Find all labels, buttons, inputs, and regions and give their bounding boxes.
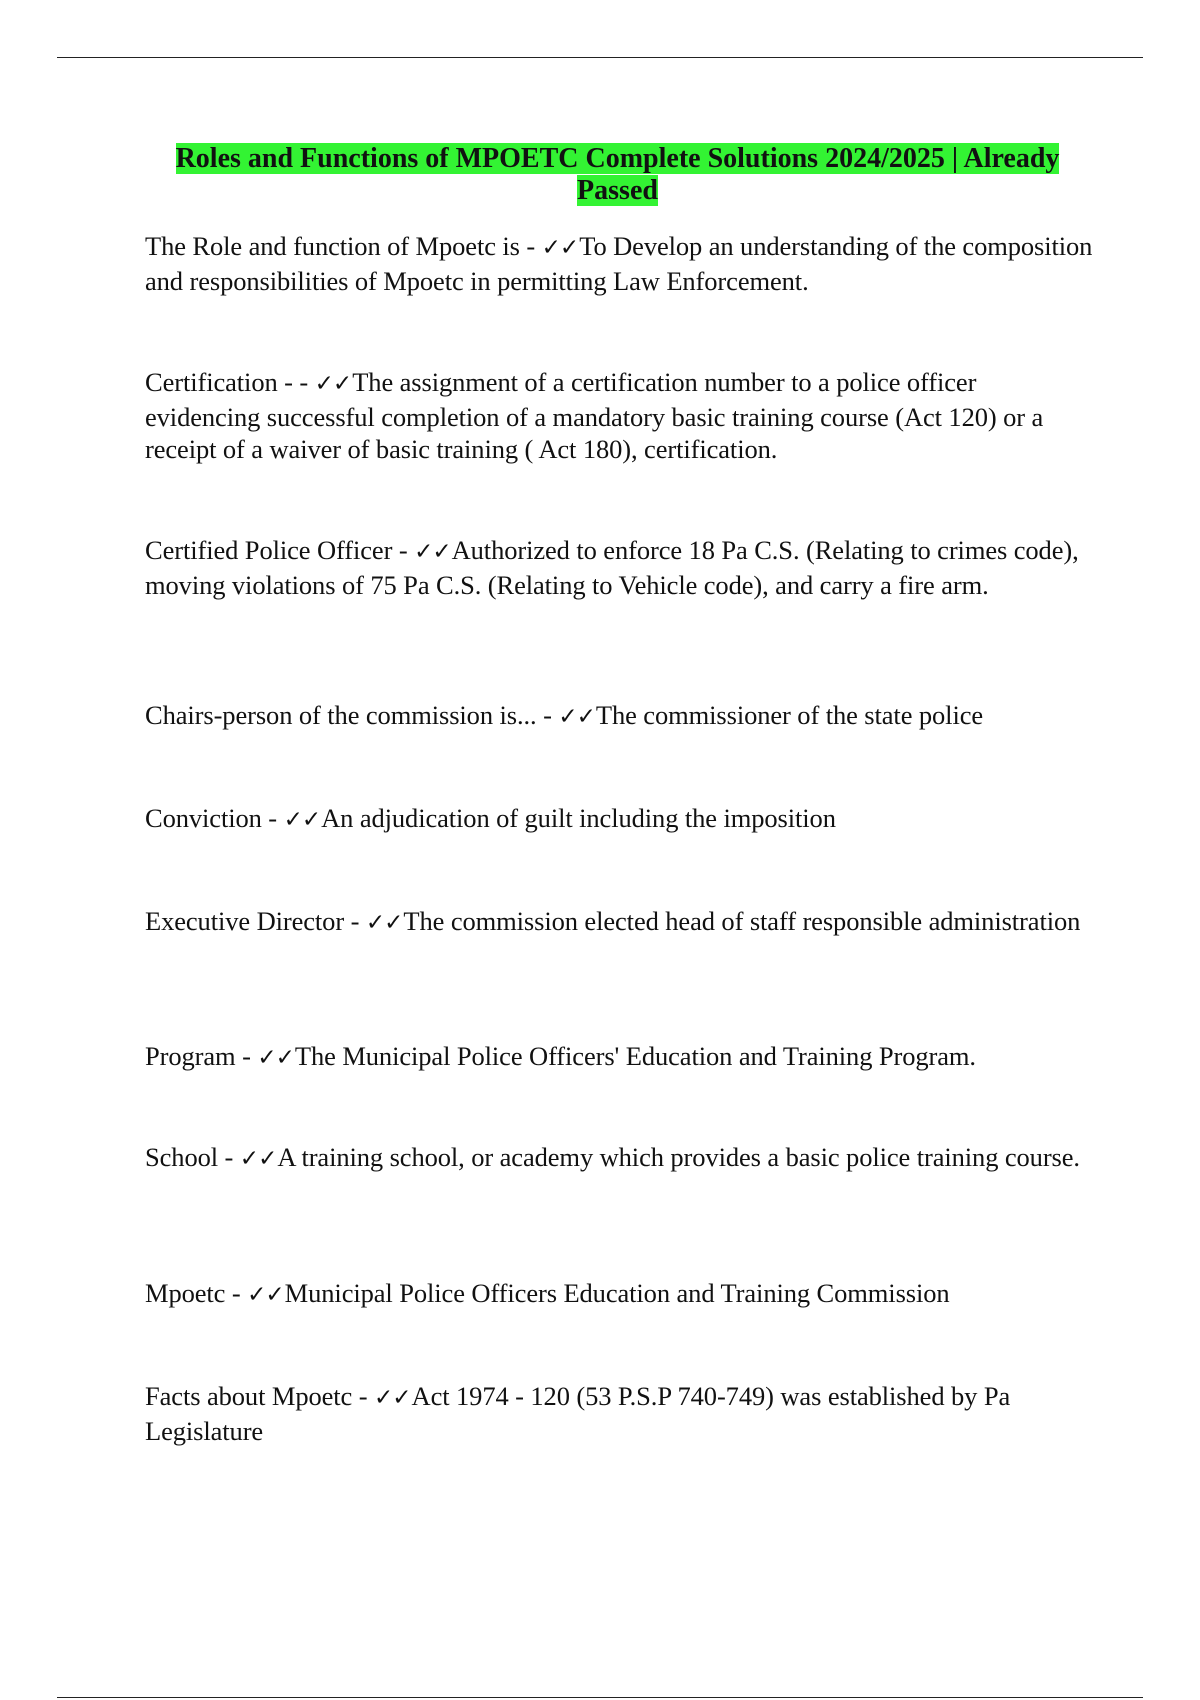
- top-rule: [57, 57, 1143, 58]
- double-check-icon: ✓✓: [558, 704, 595, 730]
- entry-term: Facts about Mpoetc -: [145, 1381, 374, 1411]
- double-check-icon: ✓✓: [283, 807, 321, 833]
- bottom-rule: [57, 1697, 1143, 1698]
- entry-definition: The commissioner of the state police: [595, 700, 984, 730]
- entry: [145, 1380, 1095, 1447]
- double-check-icon: ✓✓: [374, 1385, 411, 1411]
- entry-definition: The assignment of a certification number to a police officer evidencing successful completion of a mandatory basic training course (Act 120) or a receipt of a waiver of basic training ( Act 180), certification.: [145, 367, 1044, 464]
- entry-definition: An adjudication of guilt including the imposition: [321, 803, 836, 833]
- entry-term: Program -: [145, 1041, 258, 1071]
- entry-definition: A training school, or academy which provides a basic police training course.: [277, 1142, 1080, 1172]
- entry: [145, 905, 1095, 940]
- entry: [145, 1141, 1095, 1176]
- entry-term: The Role and function of Mpoetc is -: [145, 231, 542, 261]
- entry-term: Chairs-person of the commission is... -: [145, 700, 559, 730]
- title-highlight: Roles and Functions of MPOETC Complete Solutions 2024/2025 | Already Passed: [175, 143, 1060, 206]
- entry: [145, 1277, 1095, 1312]
- entry-definition: The commission elected head of staff responsible administration: [403, 906, 1081, 936]
- double-check-icon: ✓✓: [239, 1146, 277, 1172]
- entry-definition: Act 1974 - 120 (53 P.S.P 740-749) was established by Pa Legislature: [145, 1381, 1011, 1446]
- entry-term: Conviction -: [145, 803, 284, 833]
- entry: [145, 802, 1095, 837]
- entry: [145, 699, 1095, 734]
- document-title: [140, 143, 1095, 207]
- entry-definition: Municipal Police Officers Education and Training Commission: [284, 1278, 950, 1308]
- double-check-icon: ✓✓: [314, 371, 352, 397]
- entry-term: Executive Director -: [145, 906, 366, 936]
- double-check-icon: ✓✓: [247, 1282, 284, 1308]
- double-check-icon: ✓✓: [541, 235, 579, 261]
- entry-definition: To Develop an understanding of the composition and responsibilities of Mpoetc in permitting Law Enforcement.: [145, 231, 1093, 296]
- entry-term: Certified Police Officer -: [145, 535, 415, 565]
- double-check-icon: ✓✓: [257, 1045, 294, 1071]
- entry-term: Certification - -: [145, 367, 315, 397]
- entry: [145, 366, 1095, 466]
- entry-definition: Authorized to enforce 18 Pa C.S. (Relating to crimes code), moving violations of 75 Pa C.S. (Relating to Vehicle code), and carry a fire arm.: [145, 535, 1079, 600]
- double-check-icon: ✓✓: [414, 539, 451, 565]
- double-check-icon: ✓✓: [365, 910, 403, 936]
- entry-definition: The Municipal Police Officers' Education and Training Program.: [294, 1041, 976, 1071]
- entry: [145, 534, 1095, 601]
- entry-term: Mpoetc -: [145, 1278, 248, 1308]
- entry: [145, 1040, 1095, 1075]
- entry-term: School -: [145, 1142, 240, 1172]
- entry: [145, 230, 1095, 297]
